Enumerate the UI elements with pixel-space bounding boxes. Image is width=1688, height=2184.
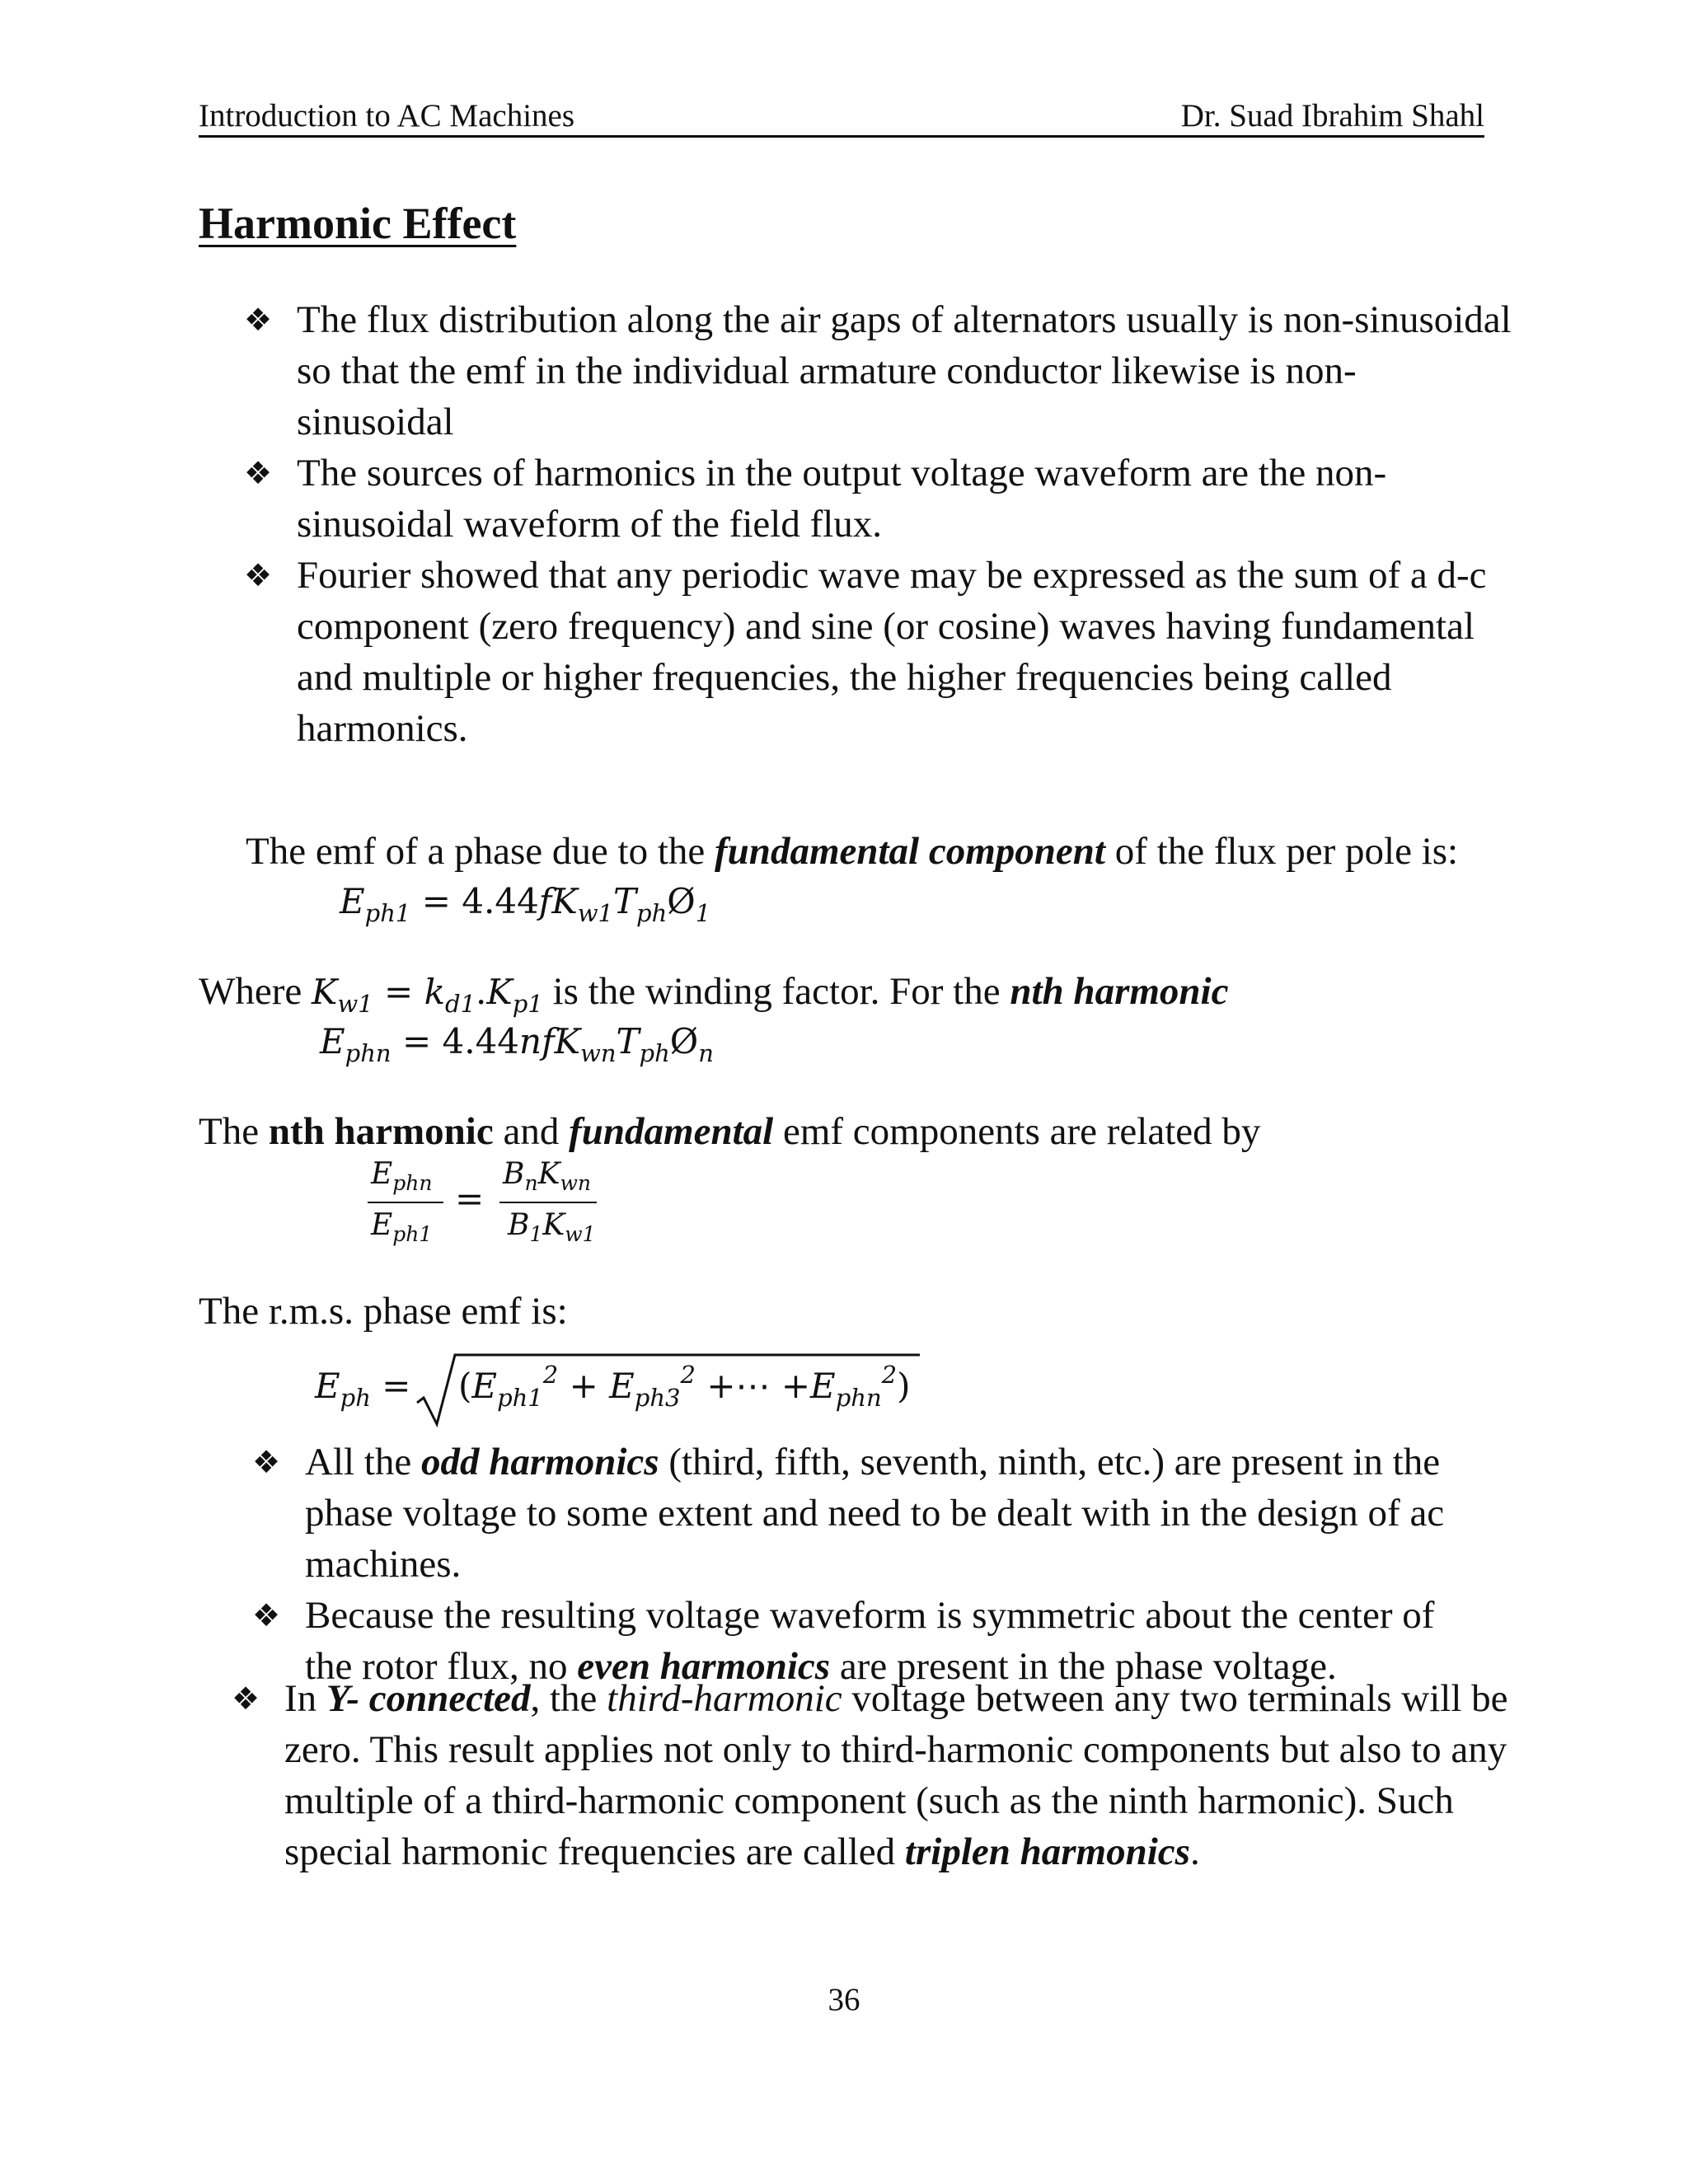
page-header (199, 97, 1484, 138)
emphasis-triplen-harmonics: triplen harmonics (904, 1830, 1190, 1873)
emphasis-even-harmonics: even harmonics (577, 1645, 831, 1688)
emphasis-nth-harmonic: nth harmonic (1010, 970, 1229, 1013)
header-author: Dr. Suad Ibrahim Shahl (1180, 98, 1484, 134)
bullet-text: The sources of harmonics in the output voltage waveform are the non-sinusoidal waveform of the field flux. (297, 452, 1387, 546)
rms-label: The r.m.s. phase emf is: (199, 1290, 568, 1333)
fundamental-paragraph: The emf of a phase due to the fundamental component of the flux per pole is: (246, 830, 1459, 873)
equation-rms-emf: $E_{ph}$ = ($E_{ph1}^2 + E_{ph3}^2$ +⋯ $+E_{phn}^2$) (315, 1352, 925, 1426)
emphasis-fundamental-component: fundamental component (715, 830, 1105, 873)
list-item: ❖ In Y- connected, the third-harmonic voltage between any two terminals will be zero. This result applies not only to third-harmonic components but also to any multiple of a third-harmonic component (such as the ninth harmonic). Such special harmonic frequencies are called triplen harmonics. (232, 1673, 1517, 1877)
page-number: 36 (828, 1982, 860, 2018)
emphasis-odd-harmonics: odd harmonics (420, 1441, 659, 1483)
emphasis-fundamental: fundamental (569, 1110, 774, 1153)
four-diamond-bullet-icon: ❖ (244, 455, 273, 491)
winding-factor-paragraph: Where $K_{w1} = k_{d1}.K_{p1}$ is the winding factor. For the nth harmonic (199, 970, 1229, 1018)
four-diamond-bullet-icon: ❖ (252, 1597, 281, 1633)
four-diamond-bullet-icon: ❖ (244, 557, 273, 593)
italic-third-harmonic: third-harmonic (607, 1677, 842, 1720)
list-item: ❖ All the odd harmonics (third, fifth, seventh, ninth, etc.) are present in the phase voltage to some extent and need to be dealt with in the design of ac machines. (252, 1436, 1489, 1590)
winding-factor-expression: $K_{w1} = k_{d1}.K_{p1}$ (311, 972, 543, 1018)
section-title: Harmonic Effect (199, 199, 517, 248)
list-item (244, 448, 1513, 550)
harmonics-bullet-list (252, 1436, 1489, 1692)
relation-paragraph: The nth harmonic and fundamental emf components are related by (199, 1110, 1261, 1153)
four-diamond-bullet-icon: ❖ (232, 1680, 260, 1717)
header-course-title: Introduction to AC Machines (199, 98, 575, 134)
emphasis-y-connected: Y- connected (326, 1677, 531, 1720)
bullet-text: The flux distribution along the air gaps of alternators usually is non-sinusoidal so that the emf in the individual armature conductor likewise is non-sinusoidal (297, 298, 1512, 443)
four-diamond-bullet-icon: ❖ (244, 302, 273, 338)
equation-ratio: $E_{phn}$ $E_{ph1}$ = $B_nK_{wn}$ $B_1K_{w1}$ (368, 1157, 615, 1248)
list-item: ❖ Because the resulting voltage waveform is symmetric about the center of the rotor flux, no even harmonics are present in the phase voltage. (252, 1590, 1489, 1692)
equation-fundamental-emf: $E_{ph1}$ = $4.44fK_{w1}T_{ph}Ø_1$ (340, 881, 711, 927)
bullet-text: Fourier showed that any periodic wave may be expressed as the sum of a d-c component (zero frequency) and sine (or cosine) waves having fundamental and multiple or higher frequencies, the higher frequencies being called harmonics. (297, 554, 1487, 750)
list-item (244, 294, 1513, 448)
list-item (244, 550, 1513, 754)
bold-nth-harmonic: nth harmonic (268, 1110, 494, 1153)
intro-bullet-list (244, 294, 1513, 754)
equation-nth-harmonic-emf: $E_{phn}$ = $4.44nfK_{wn}T_{ph}Ø_n$ (320, 1021, 714, 1067)
triplen-bullet-list (232, 1673, 1517, 1877)
four-diamond-bullet-icon: ❖ (252, 1444, 281, 1480)
